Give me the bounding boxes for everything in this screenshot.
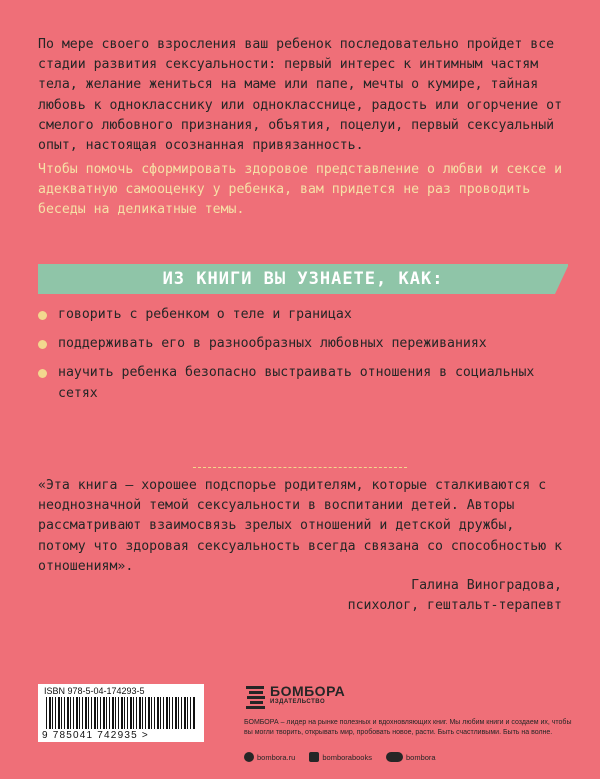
list-item xyxy=(38,363,568,403)
barcode-number: 9 785041 742935 > xyxy=(42,730,149,741)
quote-attribution xyxy=(348,576,562,616)
vk-icon xyxy=(386,752,403,762)
instagram-icon xyxy=(309,752,319,762)
list-item xyxy=(38,305,568,325)
isbn-barcode xyxy=(38,684,204,742)
barcode-bars xyxy=(46,697,196,729)
section-heading-band xyxy=(38,264,568,294)
band-notch-decoration xyxy=(555,264,569,294)
publisher-name: БОМБОРА xyxy=(270,683,346,699)
section-heading: ИЗ КНИГИ ВЫ УЗНАЕТЕ, КАК: xyxy=(162,269,444,289)
author-role: психолог, гештальт-терапевт xyxy=(347,598,562,614)
list-item-text: говорить с ребенком о теле и границах xyxy=(58,307,352,322)
benefits-list xyxy=(38,305,568,413)
social-vk-text: bombora xyxy=(405,752,436,762)
social-website-text: bombora.ru xyxy=(257,752,296,762)
isbn-label: ISBN 978-5-04-174293-5 xyxy=(44,686,145,696)
publisher-subtitle: ИЗДАТЕЛЬСТВО xyxy=(270,699,326,705)
bullet-dot-icon xyxy=(38,340,47,349)
publisher-blurb: БОМБОРА – лидер на рынке полезных и вдохновляющих книг. Мы любим книги и создаем их, чтобы вы могли творить, открывать мир, пробовать новое, расти. Быть счастливыми. Быть на волне. xyxy=(244,719,572,736)
bullet-dot-icon xyxy=(38,369,47,378)
social-website[interactable] xyxy=(244,752,295,762)
social-vk[interactable] xyxy=(386,752,436,762)
social-links xyxy=(244,752,450,762)
social-instagram[interactable] xyxy=(309,752,372,762)
intro-paragraph: По мере своего взросления ваш ребенок последовательно пройдет все стадии развития сексуальности: первый интерес к интимным частям тела, желание жениться на маме или папе, мечты о кумире, тайная любовь к однокласснику или однокласснице, радость или огорчение от смелого любовного признания, объятия, поцелуи, первый сексуальный опыт, настоящая осознанная привязанность. xyxy=(38,37,563,154)
author-name: Галина Виноградова, xyxy=(411,578,562,593)
social-instagram-text: bomborabooks xyxy=(322,752,372,762)
list-item-text: поддерживать его в разнообразных любовных переживаниях xyxy=(58,336,487,352)
review-quote: «Эта книга — хорошее подспорье родителям, которые сталкиваются с неоднозначной темой сексуальности в воспитании детей. Авторы рассматривают взаимосвязь зрелых отношений и детской дружбы, потому что здоровая сексуальность всегда связана со способностью к отношениям». xyxy=(38,478,563,574)
list-item-text: научить ребенка безопасно выстраивать отношения в социальных сетях xyxy=(58,365,535,401)
globe-icon xyxy=(244,752,254,762)
bullet-dot-icon xyxy=(38,311,47,320)
dashed-divider xyxy=(193,467,407,468)
list-item xyxy=(38,334,568,354)
intro-highlight-paragraph: Чтобы помочь сформировать здоровое представление о любви и сексе и адекватную самооценку у ребенка, вам придется не раз проводить беседы на деликатные темы. xyxy=(38,162,563,218)
